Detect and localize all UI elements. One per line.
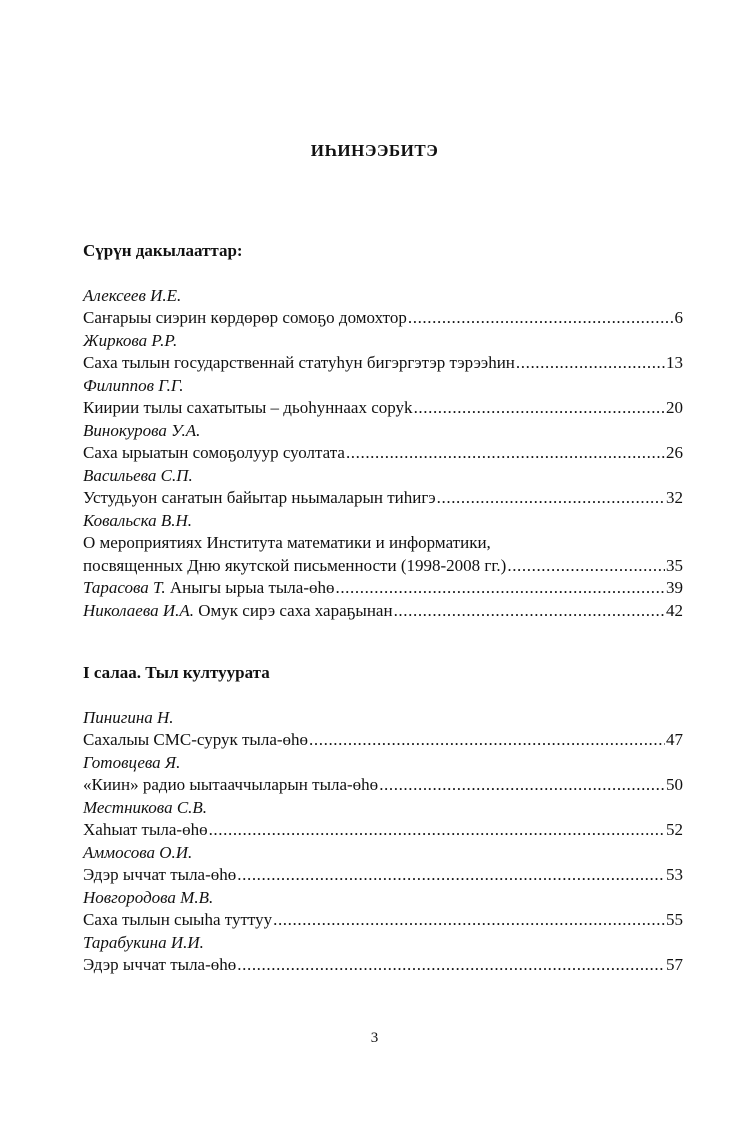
entry-page: 13 [666,353,683,372]
page-number: 3 [370,1030,379,1046]
entry-page: 26 [666,443,683,462]
entry-title: Саха ырыатын сомоҕолуур суолтата [83,443,345,462]
dot-leader [414,397,665,420]
toc-entry[interactable] [83,442,683,465]
section-heading: I салаа. Тыл култуурата [83,663,270,682]
entry-title: Устудьуон саҥатын байытар ньымаларын тиһигэ [83,488,436,507]
toc-entry[interactable] [83,864,683,887]
entry-author: Тарасова Т. [83,578,166,597]
entry-title: Омук сирэ саха хараҕынан [198,600,393,620]
dot-leader [309,729,665,752]
entry-author: Местникова С.В. [83,797,208,817]
entry-page: 47 [666,730,683,749]
entry-page: 20 [666,398,683,417]
entry-author: Готовцева Я. [83,752,181,772]
entry-title: Эдэр ыччат тыла-өһө [83,865,237,884]
entry-author: Винокурова У.А. [83,420,201,440]
toc-entry[interactable] [83,487,683,510]
entry-author: Жиркова Р.Р. [83,330,178,350]
toc-entry[interactable] [83,819,683,842]
entry-title: Саха тылын государственнай статуһун бигэргэтэр тэрээһин [83,353,515,372]
page-title: ИҺИНЭЭБИТЭ [310,141,439,160]
dot-leader [379,774,665,797]
dot-leader [394,600,665,623]
dot-leader [516,352,665,375]
entry-page: 42 [666,600,683,620]
entry-author: Ковальска В.Н. [83,510,193,530]
dot-leader [335,577,665,600]
entry-page: 53 [666,865,683,884]
entry-page: 52 [666,820,683,839]
entry-title: Хаһыат тыла-өһө [83,820,208,839]
dot-leader [408,307,674,330]
entry-author: Алексеев И.Е. [83,285,182,305]
toc-entry[interactable] [83,774,683,797]
entry-page: 6 [674,308,683,327]
toc-entry[interactable] [83,555,683,578]
entry-author: Васильева С.П. [83,465,193,485]
entry-title: Аныгы ырыа тыла-өһө [169,578,335,597]
entry-page: 50 [666,775,683,794]
entry-page: 55 [666,910,683,929]
dot-leader [507,555,665,578]
dot-leader [237,954,665,977]
toc-entry[interactable] [83,577,683,600]
entry-page: 32 [666,488,683,507]
dot-leader [209,819,665,842]
toc-entry[interactable] [83,307,683,330]
dot-leader [273,909,665,932]
section-heading: Сүрүн дакылааттар: [83,241,243,260]
entry-page: 35 [666,555,683,575]
dot-leader [437,487,665,510]
toc-entry[interactable] [83,954,683,977]
entry-title: «Киин» радио ыытааччыларын тыла-өһө [83,775,379,794]
entry-title: Киирии тылы сахатытыы – дьоһуннаах соруk [83,398,413,417]
entry-title: Саҥарыы сиэрин көрдөрөр сомоҕо домохтор [83,308,407,327]
entry-author: Николаева И.А. [83,600,194,620]
table-of-contents [83,240,683,622]
entry-author: Филиппов Г.Г. [83,375,184,395]
dot-leader [346,442,665,465]
toc-entry[interactable] [83,909,683,932]
entry-title: Сахалыы СМС-сурук тыла-өһө [83,730,309,749]
entry-title: Эдэр ыччат тыла-өһө [83,955,237,974]
toc-entry[interactable] [83,397,683,420]
toc-entry[interactable] [83,352,683,375]
dot-leader [237,864,665,887]
entry-title: Саха тылын сыыһа туттуу [83,910,273,929]
toc-entry[interactable] [83,600,683,623]
entry-title: посвященных Дню якутской письменности (1998-2008 гг.) [83,555,507,575]
entry-author: Новгородова М.В. [83,887,214,907]
entry-author: Тарабукина И.И. [83,932,204,952]
entry-author: Аммосова О.И. [83,842,193,862]
entry-title-line: О мероприятиях Института математики и информатики, [83,533,491,552]
entry-page: 39 [666,578,683,597]
table-of-contents-section-2 [83,662,683,977]
entry-author: Пинигина Н. [83,707,174,727]
entry-page: 57 [666,955,683,974]
toc-entry[interactable] [83,729,683,752]
